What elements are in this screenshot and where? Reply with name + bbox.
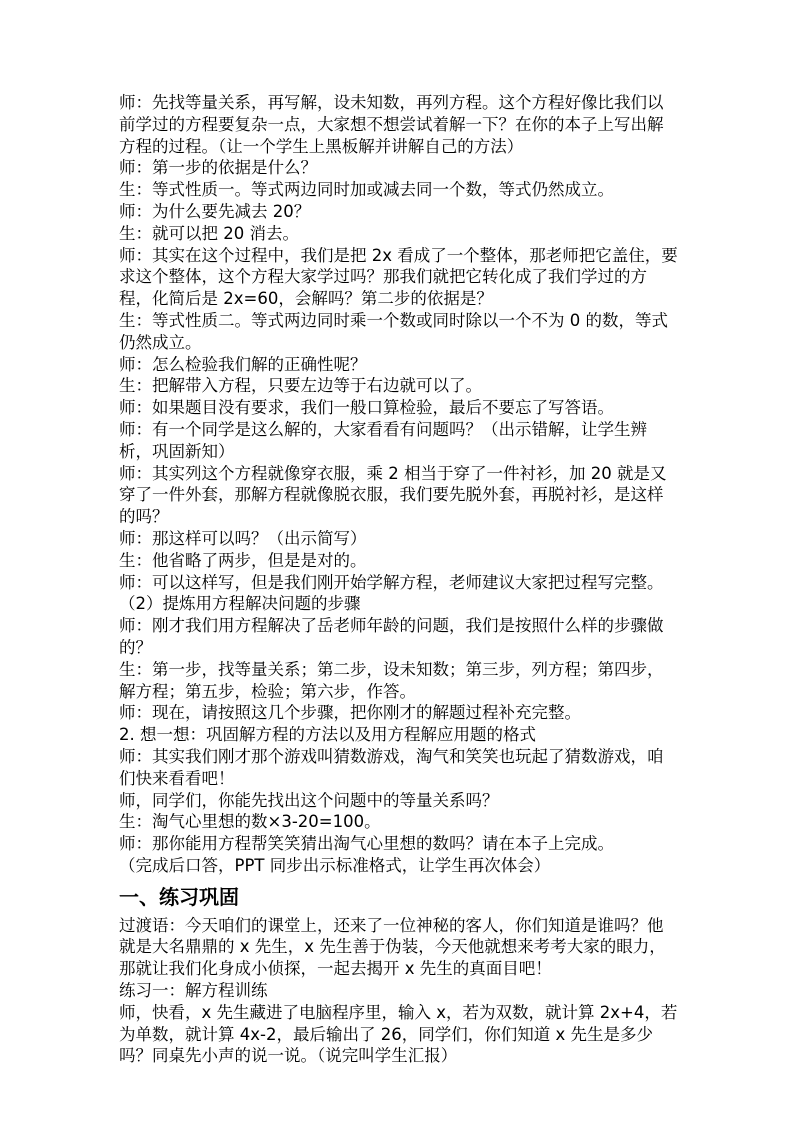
paragraph: 师：其实列这个方程就像穿衣服，乘 2 相当于穿了一件衬衫，加 20 就是又穿了一件外套，那解方程就像脱衣服，我们要先脱外套，再脱衬衫，是这样的吗？ xyxy=(119,463,667,527)
paragraph: 师，同学们，你能先找出这个问题中的等量关系吗？ xyxy=(119,790,499,810)
document-page xyxy=(119,92,679,1067)
paragraph: 师：怎么检验我们解的正确性呢？ xyxy=(119,354,367,374)
paragraph: 师：其实在这个过程中，我们是把 2x 看成了一个整体，那老师把它盖住，要求这个整体，这个方程大家学过吗？那我们就把它转化成了我们学过的方程，化简后是 2x=60，会解吗？第二步的依据是？ xyxy=(119,245,678,309)
paragraph: 师：其实我们刚才那个游戏叫猜数游戏，淘气和笑笑也玩起了猜数游戏，咱们快来看看吧！ xyxy=(119,746,664,788)
paragraph: 生：第一步，找等量关系；第二步，设未知数；第三步，列方程；第四步，解方程；第五步，检验；第六步，作答。 xyxy=(119,659,664,701)
paragraph: 过渡语：今天咱们的课堂上，还来了一位神秘的客人，你们知道是谁吗？他就是大名鼎鼎的 x 先生，x 先生善于伪装，今天他就想来考考大家的眼力，那就让我们化身成小侦探，一起去揭开 x 先生的真面目吧！ xyxy=(119,915,666,979)
paragraph: （完成后口答，PPT 同步出示标准格式，让学生再次体会） xyxy=(119,855,551,875)
paragraph: 生：把解带入方程，只要左边等于右边就可以了。 xyxy=(119,376,482,396)
paragraph: 师：先找等量关系，再写解，设未知数，再列方程。这个方程好像比我们以前学过的方程要复杂一点，大家想不想尝试着解一下？在你的本子上写出解方程的过程。（让一个学生上黑板解并讲解自己的方法） xyxy=(119,93,664,156)
paragraph: 师：那你能用方程帮笑笑猜出淘气心里想的数吗？请在本子上完成。 xyxy=(119,834,614,854)
paragraph: 生：他省略了两步，但是是对的。 xyxy=(119,550,367,570)
paragraph: 师：那这样可以吗？（出示简写） xyxy=(119,528,367,548)
paragraph: 师：有一个同学是这么解的，大家看看有问题吗？（出示错解，让学生辨析，巩固新知） xyxy=(119,419,647,461)
subsection-title: （2）提炼用方程解决问题的步骤 xyxy=(119,594,361,614)
subsection-title: 2. 想一想：巩固解方程的方法以及用方程解应用题的格式 xyxy=(119,725,536,745)
paragraph: 师，快看，x 先生藏进了电脑程序里，输入 x，若为双数，就计算 2x+4，若为单数，就计算 4x-2，最后输出了 26，同学们，你们知道 x 先生是多少吗？同桌先小声的说一说。（说完叫学生汇报） xyxy=(119,1002,678,1066)
paragraph: 师：为什么要先减去 20？ xyxy=(119,201,311,221)
paragraph: 生：等式性质二。等式两边同时乘一个数或同时除以一个不为 0 的数，等式仍然成立。 xyxy=(119,310,668,352)
subsection-title: 练习一：解方程训练 xyxy=(119,981,268,1001)
section-heading: 一、练习巩固 xyxy=(119,884,239,909)
paragraph: 师：刚才我们用方程解决了岳老师年龄的问题，我们是按照什么样的步骤做的？ xyxy=(119,616,664,657)
paragraph: 师：如果题目没有要求，我们一般口算检验，最后不要忘了写答语。 xyxy=(119,398,614,418)
paragraph: 师：现在，请按照这几个步骤，把你刚才的解题过程补充完整。 xyxy=(119,703,581,723)
paragraph: 生：淘气心里想的数×3-20=100。 xyxy=(119,812,381,832)
paragraph: 师：第一步的依据是什么？ xyxy=(119,158,317,178)
paragraph: 生：就可以把 20 消去。 xyxy=(119,223,299,243)
paragraph: 生：等式性质一。等式两边同时加或减去同一个数，等式仍然成立。 xyxy=(119,180,614,200)
paragraph: 师：可以这样写，但是我们刚开始学解方程，老师建议大家把过程写完整。 xyxy=(119,572,664,592)
